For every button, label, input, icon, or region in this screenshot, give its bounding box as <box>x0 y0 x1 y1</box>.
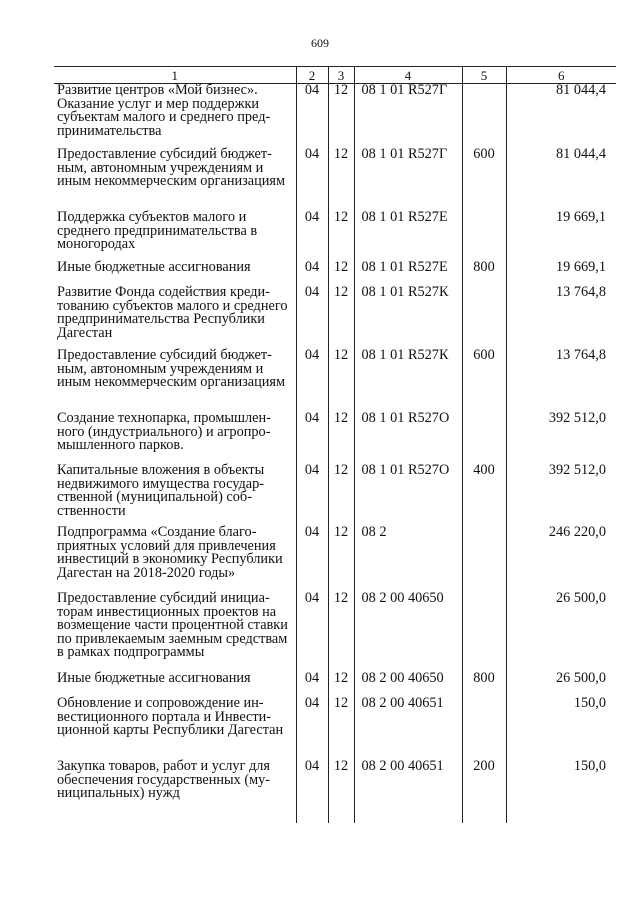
row-amount-cell: 19 669,1 <box>506 261 616 286</box>
row-name-cell: Капитальные вложения в объекты недвижимого имущества государственной (муниципальной) собственности <box>57 462 265 519</box>
row-amount-cell: 392 512,0 <box>506 412 616 464</box>
row-subsection-cell: 12 <box>328 261 354 286</box>
row-name-cell: Иные бюджетные ассигнования <box>57 670 251 686</box>
row-section-cell: 04 <box>296 412 328 464</box>
row-section-cell: 04 <box>296 286 328 349</box>
row-type-cell <box>462 697 506 760</box>
row-target-cell: 08 2 00 40650 <box>354 672 462 697</box>
row-target-cell: 08 1 01 R527Е <box>354 211 462 261</box>
row-type-cell: 400 <box>462 464 506 526</box>
row-amount-cell: 150,0 <box>506 697 616 760</box>
table-row <box>54 526 616 592</box>
row-name-cell: Иные бюджетные ассигнования <box>57 259 251 275</box>
row-target-cell: 08 1 01 R527Г <box>354 148 462 211</box>
row-amount-cell: 246 220,0 <box>506 526 616 592</box>
row-amount-cell: 81 044,4 <box>506 84 616 149</box>
row-subsection-cell: 12 <box>328 697 354 760</box>
row-subsection-cell: 12 <box>328 148 354 211</box>
row-subsection-cell: 12 <box>328 286 354 349</box>
table-row <box>54 697 616 760</box>
row-subsection-cell: 12 <box>328 760 354 823</box>
row-type-cell <box>462 286 506 349</box>
table-row <box>54 760 616 823</box>
row-amount-cell: 26 500,0 <box>506 592 616 672</box>
table-body <box>54 84 616 824</box>
table-row <box>54 672 616 697</box>
row-name-cell: Подпрограмма «Создание благоприятных условий для привлечения инвестиций в экономику Республики Дагестан на 2018-2020 годы» <box>57 524 283 581</box>
table-row <box>54 412 616 464</box>
row-section-cell: 04 <box>296 349 328 412</box>
row-subsection-cell: 12 <box>328 349 354 412</box>
row-section-cell: 04 <box>296 760 328 823</box>
row-section-cell: 04 <box>296 261 328 286</box>
row-amount-cell: 13 764,8 <box>506 349 616 412</box>
row-amount-cell: 392 512,0 <box>506 464 616 526</box>
row-type-cell <box>462 526 506 592</box>
row-target-cell: 08 2 00 40651 <box>354 697 462 760</box>
row-subsection-cell: 12 <box>328 464 354 526</box>
row-amount-cell: 26 500,0 <box>506 672 616 697</box>
row-name-cell: Предоставление субсидий бюджетным, автономным учреждениям и иным некоммерческим организациям <box>57 347 286 391</box>
row-name-cell: Развитие центров «Мой бизнес». Оказание услуг и мер поддержки субъектам малого и среднего предпринимательства <box>57 82 271 139</box>
row-type-cell: 800 <box>462 672 506 697</box>
column-header: 6 <box>506 67 616 84</box>
row-subsection-cell: 12 <box>328 211 354 261</box>
row-subsection-cell: 12 <box>328 412 354 464</box>
page-number: 609 <box>311 36 329 50</box>
row-type-cell <box>462 84 506 149</box>
row-section-cell: 04 <box>296 211 328 261</box>
column-header: 4 <box>354 67 462 84</box>
row-section-cell: 04 <box>296 526 328 592</box>
row-name-cell: Обновление и сопровождение инвестиционного портала и Инвестиционной карты Республики Дагестан <box>57 695 284 739</box>
table-row <box>54 261 616 286</box>
row-subsection-cell: 12 <box>328 84 354 149</box>
row-name-cell: Создание технопарка, промышленного (индустриального) и агропромышленного парков. <box>57 410 271 454</box>
row-target-cell: 08 2 00 40650 <box>354 592 462 672</box>
row-subsection-cell: 12 <box>328 672 354 697</box>
row-type-cell <box>462 211 506 261</box>
row-amount-cell: 81 044,4 <box>506 148 616 211</box>
row-type-cell: 800 <box>462 261 506 286</box>
row-amount-cell: 19 669,1 <box>506 211 616 261</box>
budget-table <box>54 66 616 823</box>
row-name-cell: Предоставление субсидий бюджетным, автономным учреждениям и иным некоммерческим организациям <box>57 146 286 190</box>
row-target-cell: 08 1 01 R527К <box>354 349 462 412</box>
row-type-cell <box>462 412 506 464</box>
row-type-cell <box>462 592 506 672</box>
row-section-cell: 04 <box>296 84 328 149</box>
column-header: 1 <box>54 67 296 84</box>
row-type-cell: 600 <box>462 148 506 211</box>
row-target-cell: 08 1 01 R527О <box>354 464 462 526</box>
row-name-cell: Предоставление субсидий инициаторам инвестиционных проектов на возмещение части процентной ставки по привлекаемым заемным средствам в рамках подпрограммы <box>57 590 288 661</box>
row-section-cell: 04 <box>296 592 328 672</box>
table-row <box>54 349 616 412</box>
table-header-row <box>54 67 616 84</box>
row-name-cell: Развитие Фонда содействия кредитованию субъектов малого и среднего предпринимательства Республики Дагестан <box>57 284 288 341</box>
column-header: 5 <box>462 67 506 84</box>
row-section-cell: 04 <box>296 672 328 697</box>
table-row <box>54 148 616 211</box>
table-row <box>54 464 616 526</box>
column-header: 3 <box>328 67 354 84</box>
row-type-cell: 600 <box>462 349 506 412</box>
row-amount-cell: 150,0 <box>506 760 616 823</box>
row-name-cell: Закупка товаров, работ и услуг для обеспечения государственных (муниципальных) нужд <box>57 758 271 802</box>
row-target-cell: 08 1 01 R527К <box>354 286 462 349</box>
row-section-cell: 04 <box>296 148 328 211</box>
row-section-cell: 04 <box>296 464 328 526</box>
row-subsection-cell: 12 <box>328 526 354 592</box>
row-target-cell: 08 1 01 R527О <box>354 412 462 464</box>
row-section-cell: 04 <box>296 697 328 760</box>
row-target-cell: 08 2 00 40651 <box>354 760 462 823</box>
row-target-cell: 08 1 01 R527Е <box>354 261 462 286</box>
row-target-cell: 08 1 01 R527Г <box>354 84 462 149</box>
table-row <box>54 592 616 672</box>
table-row <box>54 211 616 261</box>
row-type-cell: 200 <box>462 760 506 823</box>
row-target-cell: 08 2 <box>354 526 462 592</box>
row-amount-cell: 13 764,8 <box>506 286 616 349</box>
table-row <box>54 286 616 349</box>
table-row <box>54 84 616 149</box>
row-name-cell: Поддержка субъектов малого и среднего предпринимательства в моногородах <box>57 209 258 253</box>
column-header: 2 <box>296 67 328 84</box>
row-subsection-cell: 12 <box>328 592 354 672</box>
